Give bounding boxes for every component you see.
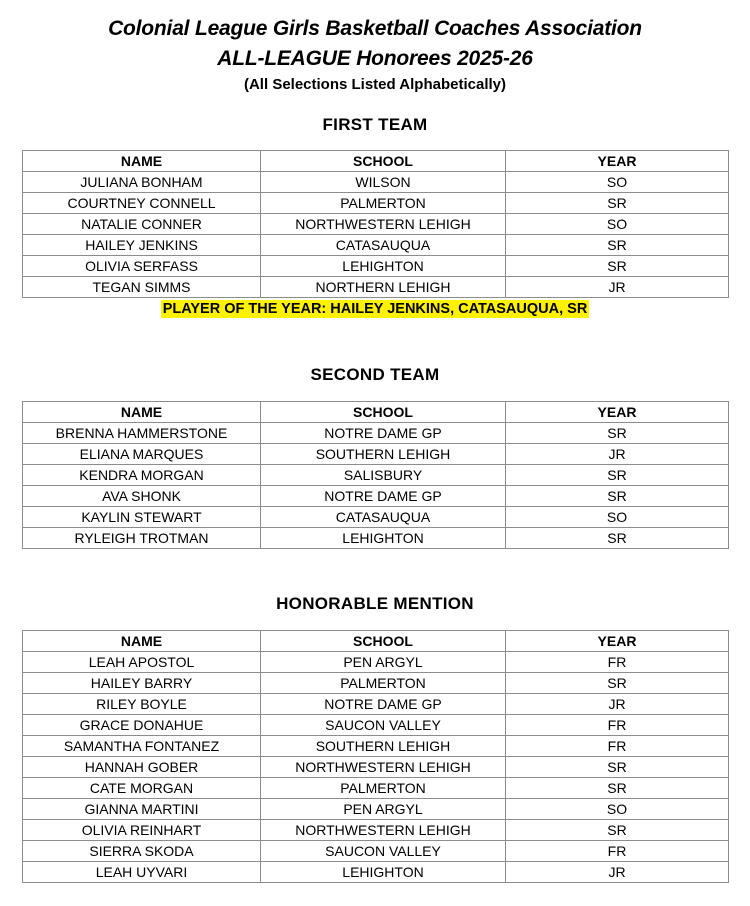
school-cell: LEHIGHTON — [261, 528, 506, 549]
school-column-header: SCHOOL — [261, 631, 506, 652]
name-column-header: NAME — [23, 151, 261, 172]
first-team-table — [22, 150, 729, 298]
school-cell: SAUCON VALLEY — [261, 841, 506, 862]
table-row — [23, 235, 729, 256]
school-column-header: SCHOOL — [261, 151, 506, 172]
school-cell: WILSON — [261, 172, 506, 193]
year-cell: SR — [506, 423, 729, 444]
school-cell: NORTHWESTERN LEHIGH — [261, 757, 506, 778]
table-row — [23, 444, 729, 465]
name-column-header: NAME — [23, 402, 261, 423]
table-row — [23, 193, 729, 214]
table-row — [23, 862, 729, 883]
player-name-cell: ELIANA MARQUES — [23, 444, 261, 465]
table-row — [23, 820, 729, 841]
table-row — [23, 736, 729, 757]
player-name-cell: RYLEIGH TROTMAN — [23, 528, 261, 549]
player-name-cell: BRENNA HAMMERSTONE — [23, 423, 261, 444]
name-column-header: NAME — [23, 631, 261, 652]
table-row — [23, 673, 729, 694]
table-row — [23, 799, 729, 820]
player-name-cell: JULIANA BONHAM — [23, 172, 261, 193]
honorees-subtitle: ALL-LEAGUE Honorees 2025-26 — [217, 47, 533, 70]
school-cell: PEN ARGYL — [261, 799, 506, 820]
school-cell: NORTHWESTERN LEHIGH — [261, 214, 506, 235]
school-cell: CATASAUQUA — [261, 235, 506, 256]
year-cell: SO — [506, 214, 729, 235]
first-team-heading: FIRST TEAM — [322, 115, 428, 134]
player-name-cell: COURTNEY CONNELL — [23, 193, 261, 214]
honorable-mention-heading: HONORABLE MENTION — [276, 594, 474, 613]
table-header-row — [23, 631, 729, 652]
player-name-cell: TEGAN SIMMS — [23, 277, 261, 298]
school-cell: PALMERTON — [261, 778, 506, 799]
player-of-the-year — [0, 300, 750, 318]
year-cell: SR — [506, 820, 729, 841]
second-team-table — [22, 401, 729, 549]
table-row — [23, 465, 729, 486]
year-cell: SO — [506, 799, 729, 820]
year-cell: SR — [506, 235, 729, 256]
player-name-cell: RILEY BOYLE — [23, 694, 261, 715]
school-cell: PALMERTON — [261, 673, 506, 694]
year-cell: FR — [506, 715, 729, 736]
school-cell: LEHIGHTON — [261, 862, 506, 883]
school-cell: NOTRE DAME GP — [261, 423, 506, 444]
second-team-heading: SECOND TEAM — [310, 365, 440, 384]
table-row — [23, 778, 729, 799]
school-cell: NORTHERN LEHIGH — [261, 277, 506, 298]
player-name-cell: AVA SHONK — [23, 486, 261, 507]
year-cell: SR — [506, 193, 729, 214]
year-column-header: YEAR — [506, 402, 729, 423]
year-cell: JR — [506, 862, 729, 883]
year-cell: JR — [506, 694, 729, 715]
year-cell: SO — [506, 172, 729, 193]
school-cell: CATASAUQUA — [261, 507, 506, 528]
player-name-cell: OLIVIA REINHART — [23, 820, 261, 841]
year-cell: JR — [506, 277, 729, 298]
table-row — [23, 486, 729, 507]
player-of-the-year-highlight: PLAYER OF THE YEAR: HAILEY JENKINS, CATASAUQUA, SR — [162, 301, 588, 317]
player-name-cell: KAYLIN STEWART — [23, 507, 261, 528]
year-cell: SO — [506, 507, 729, 528]
year-cell: SR — [506, 757, 729, 778]
year-column-header: YEAR — [506, 151, 729, 172]
school-cell: SALISBURY — [261, 465, 506, 486]
year-cell: SR — [506, 673, 729, 694]
year-cell: FR — [506, 736, 729, 757]
player-name-cell: SIERRA SKODA — [23, 841, 261, 862]
table-row — [23, 507, 729, 528]
player-name-cell: SAMANTHA FONTANEZ — [23, 736, 261, 757]
school-cell: NORTHWESTERN LEHIGH — [261, 820, 506, 841]
player-name-cell: KENDRA MORGAN — [23, 465, 261, 486]
table-row — [23, 277, 729, 298]
player-name-cell: NATALIE CONNER — [23, 214, 261, 235]
year-cell: JR — [506, 444, 729, 465]
player-name-cell: OLIVIA SERFASS — [23, 256, 261, 277]
school-column-header: SCHOOL — [261, 402, 506, 423]
table-row — [23, 757, 729, 778]
table-header-row — [23, 402, 729, 423]
player-name-cell: LEAH UYVARI — [23, 862, 261, 883]
school-cell: NOTRE DAME GP — [261, 486, 506, 507]
year-cell: SR — [506, 256, 729, 277]
year-cell: SR — [506, 465, 729, 486]
year-cell: FR — [506, 652, 729, 673]
player-name-cell: GRACE DONAHUE — [23, 715, 261, 736]
table-row — [23, 423, 729, 444]
year-cell: SR — [506, 486, 729, 507]
player-name-cell: CATE MORGAN — [23, 778, 261, 799]
school-cell: PALMERTON — [261, 193, 506, 214]
table-row — [23, 694, 729, 715]
year-cell: SR — [506, 528, 729, 549]
table-header-row — [23, 151, 729, 172]
table-row — [23, 256, 729, 277]
school-cell: SOUTHERN LEHIGH — [261, 736, 506, 757]
alphabetical-note: (All Selections Listed Alphabetically) — [243, 76, 506, 93]
school-cell: SAUCON VALLEY — [261, 715, 506, 736]
document-title: Colonial League Girls Basketball Coaches Association — [108, 17, 642, 40]
document-header — [0, 14, 750, 96]
school-cell: PEN ARGYL — [261, 652, 506, 673]
player-name-cell: HANNAH GOBER — [23, 757, 261, 778]
player-name-cell: HAILEY BARRY — [23, 673, 261, 694]
table-row — [23, 715, 729, 736]
table-row — [23, 214, 729, 235]
year-cell: SR — [506, 778, 729, 799]
table-row — [23, 652, 729, 673]
year-cell: FR — [506, 841, 729, 862]
player-name-cell: GIANNA MARTINI — [23, 799, 261, 820]
table-row — [23, 841, 729, 862]
school-cell: SOUTHERN LEHIGH — [261, 444, 506, 465]
honorable-mention-table — [22, 630, 729, 883]
player-name-cell: HAILEY JENKINS — [23, 235, 261, 256]
year-column-header: YEAR — [506, 631, 729, 652]
table-row — [23, 172, 729, 193]
school-cell: LEHIGHTON — [261, 256, 506, 277]
school-cell: NOTRE DAME GP — [261, 694, 506, 715]
player-name-cell: LEAH APOSTOL — [23, 652, 261, 673]
table-row — [23, 528, 729, 549]
